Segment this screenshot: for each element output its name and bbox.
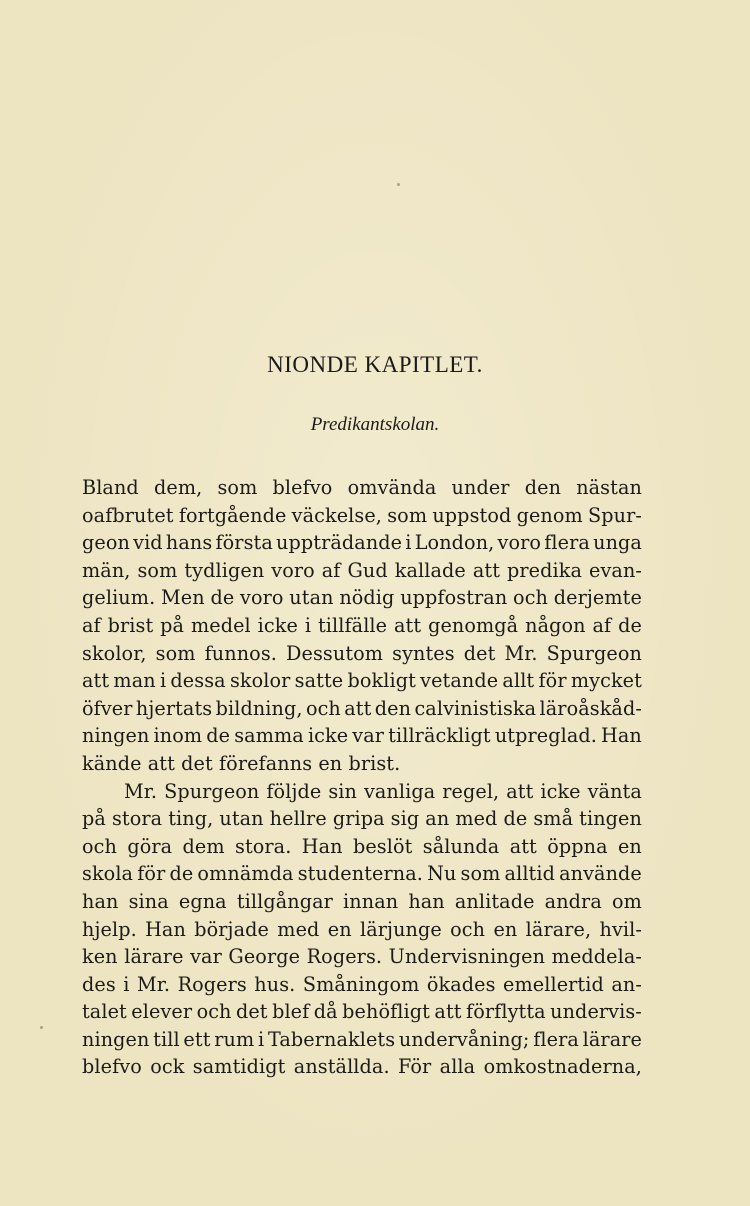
text-line: skolor, som funnos. Dessutom syntes det Mr. Spurgeon [82,641,642,665]
text-line: män, som tydligen voro af Gud kallade att predika evan- [82,558,642,582]
text-line: och göra dem stora. Han beslöt sålunda att öppna en [82,834,642,858]
text-line: ningen till ett rum i Tabernaklets undervåning; flera lärare [82,1027,642,1051]
text-line: att man i dessa skolor satte bokligt vetande allt för mycket [82,669,642,693]
text-line: ningen inom de samma icke var tillräckligt utpreglad. Han [82,724,642,748]
text-line: öfver hjertats bildning, och att den calvinistiska läroåskåd- [82,696,642,720]
text-line: Bland dem, som blefvo omvända under den nästan [82,476,642,499]
text-line: gelium. Men de voro utan nödig uppfostran och derjemte [82,586,642,610]
text-line: skola för de omnämda studenterna. Nu som alltid använde [82,862,642,886]
chapter-title: NIONDE KAPITLET. [267,352,483,377]
text-line: des i Mr. Rogers hus. Småningom ökades emellertid an- [82,972,642,996]
text-line: ken lärare var George Rogers. Undervisningen meddela- [82,945,642,969]
text-line: hjelp. Han började med en lärjunge och en lärare, hvil- [82,917,642,941]
text-line: geon vid hans första uppträdande i London, voro flera unga [82,531,642,555]
text-line: af brist på medel icke i tillfälle att genomgå någon af de [82,613,642,637]
text-line: kände att det förefanns en brist. [82,751,401,775]
text-line: Mr. Spurgeon följde sin vanliga regel, att icke vänta [124,779,642,803]
text-line: på stora ting, utan hellre gripa sig an med de små tingen [82,807,642,831]
text-line: blefvo ock samtidigt anställda. För alla omkostnaderna, [82,1055,642,1079]
body-text [82,474,642,1081]
text-line: oafbrutet fortgående väckelse, som uppstod genom Spur- [82,503,642,527]
text-line: han sina egna tillgångar innan han anlitade andra om [82,889,642,913]
paper-speck [40,1026,43,1029]
paper-speck [397,183,400,186]
text-line: talet elever och det blef då behöfligt att förflytta undervis- [82,1000,642,1024]
chapter-subtitle: Predikantskolan. [310,414,440,435]
